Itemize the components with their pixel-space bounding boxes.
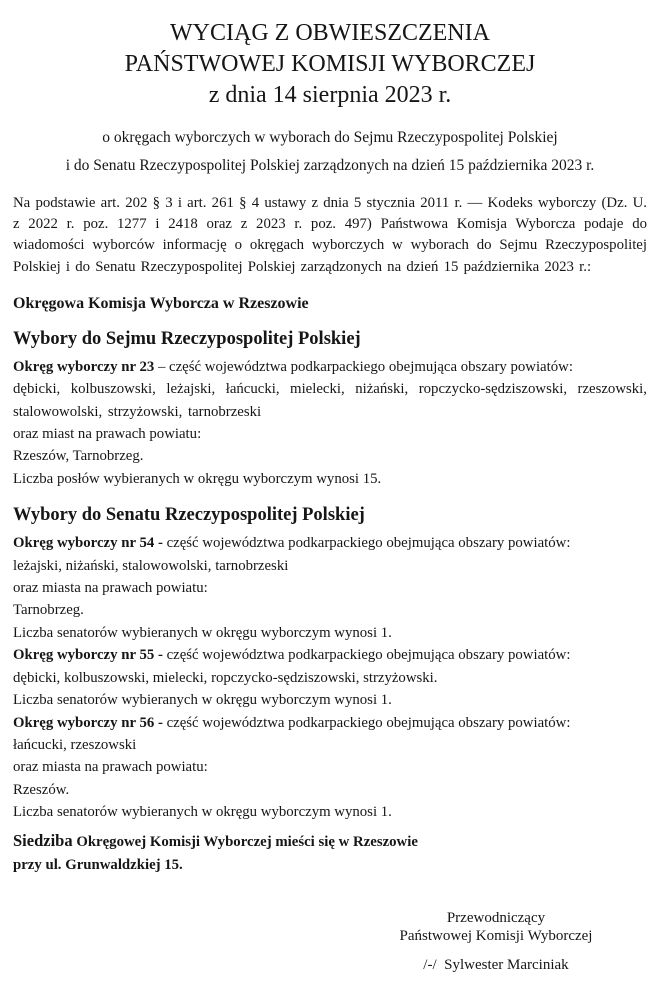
district-56-powiaty: łańcucki, rzeszowski — [13, 736, 137, 753]
document-header — [13, 18, 647, 180]
senat-district-56-intro — [13, 712, 647, 734]
district-54-cities: Tarnobrzeg. — [13, 602, 84, 619]
senat-section — [13, 503, 647, 823]
senat-district-55-intro — [13, 644, 647, 666]
district-54-powiaty: leżajski, niżański, stalowowolski, tarnobrzeski — [13, 557, 289, 574]
district-23-label: Okręg wyborczy nr 23 — [13, 358, 155, 375]
district-23-powiaty: dębicki, kolbuszowski, leżajski, łańcucki, mielecki, niżański, ropczycko-sędziszowski, rzeszowski, stalowowolski, strzyżowski, tarnobrzeski — [13, 381, 647, 420]
subtitle-line-2: i do Senatu Rzeczypospolitej Polskiej zarządzonych na dzień 15 października 2023 r. — [65, 157, 595, 174]
district-23-desc: – część województwa podkarpackiego obejmująca obszary powiatów: — [157, 358, 573, 375]
seat-line-1 — [13, 829, 647, 854]
district-56-label: Okręg wyborczy nr 56 - — [13, 714, 163, 731]
district-54-label: Okręg wyborczy nr 54 - — [13, 535, 163, 552]
subtitle-line-1: o okręgach wyborczych w wyborach do Sejmu Rzeczypospolitej Polskiej — [102, 129, 558, 146]
district-23-cities: Rzeszów, Tarnobrzeg. — [13, 448, 144, 465]
district-56-cities: Rzeszów. — [13, 781, 70, 798]
signature-name: /-/ Sylwester Marciniak — [423, 956, 569, 973]
senat-heading: Wybory do Senatu Rzeczypospolitej Polskiej — [13, 505, 365, 526]
intro-paragraph: Na podstawie art. 202 § 3 i art. 261 § 4 ustawy z dnia 5 stycznia 2011 r. — Kodeks wyborczy (Dz. U. z 2022 r. poz. 1277 i 2418 oraz z 2023 r. poz. 497) Państwowa Komisja Wyborcza podaje do wiadomości wyborców informację o okręgach wyborczych w wyborach do Sejmu Rzeczypospolitej Polskiej i do Senatu Rzeczypospolitej Polskiej zarządzonych na dzień 15 października 2023 r.: — [13, 195, 647, 275]
signature-role-line-1: Przewodniczący — [446, 909, 546, 926]
district-23-count: Liczba posłów wybieranych w okręgu wyborczym wynosi 15. — [13, 470, 382, 487]
district-56-count: Liczba senatorów wybieranych w okręgu wyborczym wynosi 1. — [13, 804, 392, 821]
seat-line-2: przy ul. Grunwaldzkiej 15. — [13, 856, 183, 873]
document-title — [13, 18, 647, 111]
district-55-count: Liczba senatorów wybieranych w okręgu wyborczym wynosi 1. — [13, 692, 392, 709]
district-54-desc: część województwa podkarpackiego obejmująca obszary powiatów: — [166, 535, 571, 552]
district-54-count: Liczba senatorów wybieranych w okręgu wyborczym wynosi 1. — [13, 624, 392, 641]
sejm-section — [13, 327, 647, 490]
district-55-desc: część województwa podkarpackiego obejmująca obszary powiatów: — [166, 647, 571, 664]
title-line-2: PAŃSTWOWEJ KOMISJI WYBORCZEJ — [124, 51, 536, 77]
district-54-cities-intro: oraz miasta na prawach powiatu: — [13, 580, 208, 597]
sejm-district-23-intro — [13, 356, 647, 378]
district-23-cities-intro: oraz miast na prawach powiatu: — [13, 426, 202, 443]
signature-role-line-2: Państwowej Komisji Wyborczej — [399, 927, 593, 944]
document-subtitle — [13, 124, 647, 180]
seat-lead-word: Siedziba — [13, 830, 73, 850]
signature-block — [381, 909, 611, 974]
district-56-desc: część województwa podkarpackiego obejmująca obszary powiatów: — [166, 714, 571, 731]
seat-line-1-rest: Okręgowej Komisji Wyborczej mieści się w Rzeszowie — [76, 833, 418, 850]
seat-section — [13, 829, 647, 877]
title-line-3: z dnia 14 sierpnia 2023 r. — [208, 82, 452, 108]
sejm-heading: Wybory do Sejmu Rzeczypospolitej Polskiej — [13, 328, 361, 349]
district-56-cities-intro: oraz miasta na prawach powiatu: — [13, 759, 208, 776]
title-line-1: WYCIĄG Z OBWIESZCZENIA — [170, 20, 490, 46]
commission-heading: Okręgowa Komisja Wyborcza w Rzeszowie — [13, 294, 309, 312]
district-55-powiaty: dębicki, kolbuszowski, mielecki, ropczycko-sędziszowski, strzyżowski. — [13, 669, 438, 686]
district-55-label: Okręg wyborczy nr 55 - — [13, 647, 163, 664]
senat-district-54-intro — [13, 532, 647, 554]
